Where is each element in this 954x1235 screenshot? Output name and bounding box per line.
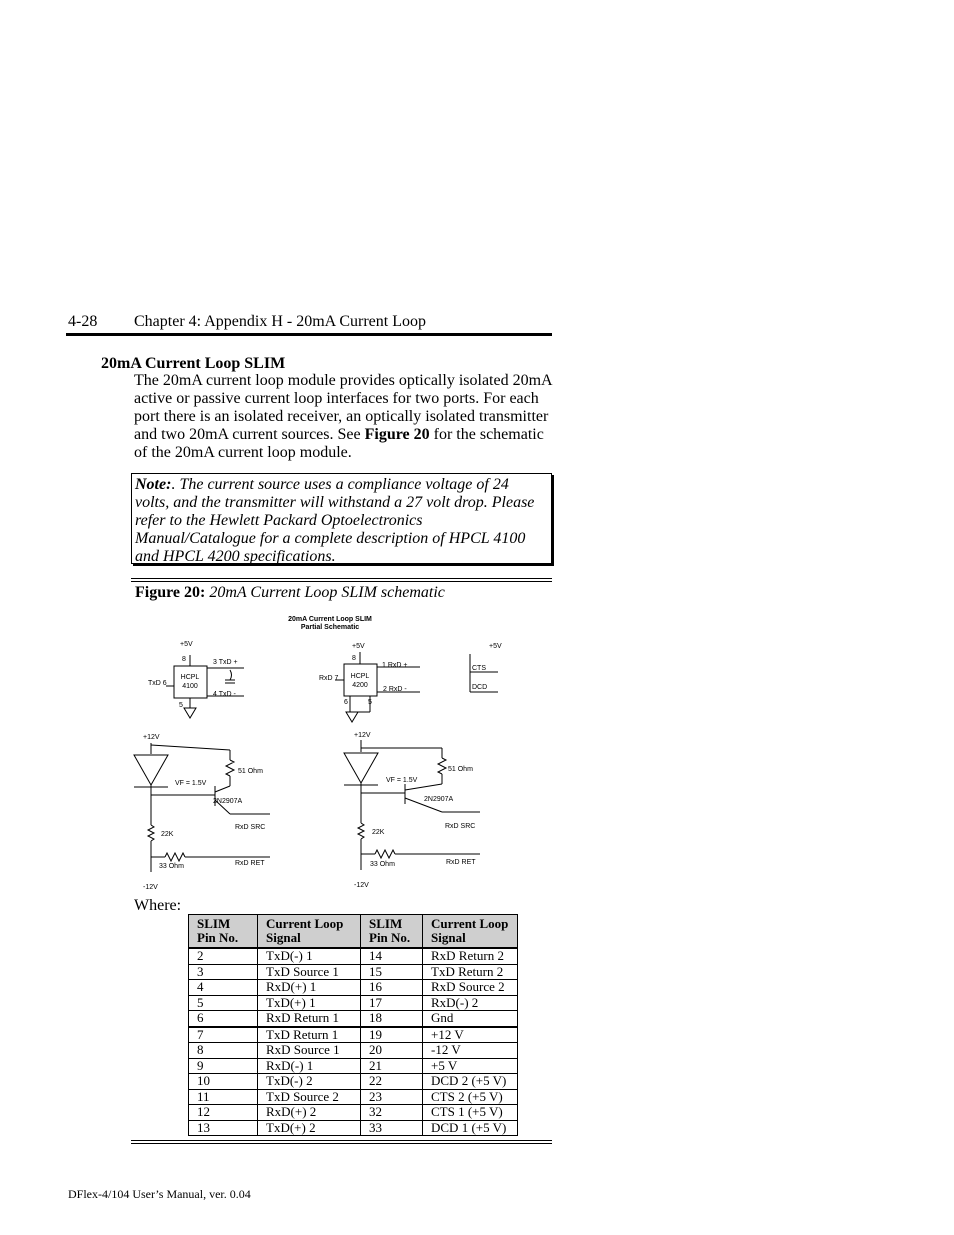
- current-source-left: [134, 743, 270, 872]
- table-row: [189, 1105, 518, 1121]
- table-cell: 22: [361, 1074, 423, 1090]
- table-cell: 4: [189, 980, 258, 996]
- right-neg-label: -12V: [354, 882, 369, 889]
- rx-output-label: RxD 7: [319, 675, 339, 682]
- figure-reference: Figure 20: [364, 426, 430, 443]
- bottom-rule-1: [131, 1140, 552, 1141]
- header-slim-pin-2: SLIM Pin No.: [361, 915, 423, 949]
- figure-label: Figure 20:: [135, 584, 206, 601]
- left-ret-label: RxD RET: [235, 860, 265, 867]
- table-row: [189, 1074, 518, 1090]
- table-cell: RxD Source 2: [423, 980, 518, 996]
- table-cell: 19: [361, 1027, 423, 1043]
- table-row: [189, 1011, 518, 1027]
- table-cell: CTS 2 (+5 V): [423, 1089, 518, 1105]
- table-cell: RxD Return 2: [423, 948, 518, 964]
- header-rule: [66, 333, 552, 336]
- table-cell: -12 V: [423, 1043, 518, 1059]
- note-text: . The current source uses a compliance voltage of 24 volts, and the transmitter will withstand a 27 volt drop. Please refer to the Hewlett Packard Optoelectronics Manual/Catalogue for a complete description of HPCL 4100 and HPCL 4200 specifications.: [135, 476, 535, 565]
- left-transistor-label: 2N2907A: [213, 798, 243, 805]
- table-cell: 18: [361, 1011, 423, 1027]
- table-cell: DCD 2 (+5 V): [423, 1074, 518, 1090]
- table-cell: DCD 1 (+5 V): [423, 1120, 518, 1136]
- table-cell: 23: [361, 1089, 423, 1105]
- left-src-label: RxD SRC: [235, 824, 266, 831]
- tx-chip-label-2: 4100: [182, 683, 198, 690]
- rx-chip-label-2: 4200: [352, 682, 368, 689]
- table-cell: RxD(-) 1: [258, 1058, 361, 1074]
- left-r1-label: 51 Ohm: [238, 768, 263, 775]
- figure-rule-top-2: [131, 581, 552, 582]
- tx-pin-bottom-label: 5: [179, 702, 183, 709]
- table-row: [189, 948, 518, 964]
- table-row: [189, 964, 518, 980]
- table-cell: 14: [361, 948, 423, 964]
- figure-rule-top-1: [131, 578, 552, 579]
- right-ret-label: RxD RET: [446, 859, 476, 866]
- tx-supply-label: +5V: [180, 641, 193, 648]
- table-cell: 5: [189, 995, 258, 1011]
- table-cell: 15: [361, 964, 423, 980]
- table-cell: TxD(-) 2: [258, 1074, 361, 1090]
- schematic-title: 20mA Current Loop SLIM: [288, 616, 372, 623]
- table-cell: 8: [189, 1043, 258, 1059]
- table-cell: 20: [361, 1043, 423, 1059]
- section-title: 20mA Current Loop SLIM: [101, 355, 286, 372]
- table-cell: 12: [189, 1105, 258, 1121]
- rx-pin-top-label: 8: [352, 655, 356, 662]
- note-label: Note:: [135, 476, 172, 493]
- tx-pin-top-label: 8: [182, 656, 186, 663]
- rx-chip-label-1: HCPL: [350, 673, 370, 680]
- intro-text-after: for the schematic of the 20mA current loop module.: [134, 426, 544, 461]
- table-cell: RxD Source 1: [258, 1043, 361, 1059]
- right-vf-label: VF = 1.5V: [386, 777, 418, 784]
- right-src-label: RxD SRC: [445, 823, 476, 830]
- cts-label: CTS: [472, 665, 486, 672]
- table-cell: Gnd: [423, 1011, 518, 1027]
- table-cell: TxD Return 2: [423, 964, 518, 980]
- table-cell: 16: [361, 980, 423, 996]
- table-cell: TxD Return 1: [258, 1027, 361, 1043]
- page-number: 4-28: [68, 313, 98, 330]
- chapter-title: Chapter 4: Appendix H - 20mA Current Loop: [134, 313, 426, 330]
- note-box: [131, 473, 552, 564]
- dcd-label: DCD: [472, 684, 488, 691]
- hcpl-4200-chip: [344, 664, 377, 696]
- right-r3-label: 33 Ohm: [370, 861, 395, 868]
- table-cell: 13: [189, 1120, 258, 1136]
- table-cell: 10: [189, 1074, 258, 1090]
- rx-supply-label: +5V: [352, 643, 365, 650]
- page-footer: DFlex-4/104 User’s Manual, ver. 0.04: [68, 1187, 251, 1201]
- right-transistor-label: 2N2907A: [424, 796, 454, 803]
- table-cell: TxD(-) 1: [258, 948, 361, 964]
- table-row: [189, 1089, 518, 1105]
- right-r1-label: 51 Ohm: [448, 766, 473, 773]
- table-cell: TxD(+) 1: [258, 995, 361, 1011]
- table-cell: +5 V: [423, 1058, 518, 1074]
- schematic-diagram: [130, 610, 530, 895]
- table-cell: 7: [189, 1027, 258, 1043]
- rx-in-plus-label: 1 RxD +: [382, 662, 408, 669]
- table-cell: RxD Return 1: [258, 1011, 361, 1027]
- table-row: [189, 995, 518, 1011]
- right-supply-label: +12V: [354, 732, 371, 739]
- table-cell: +12 V: [423, 1027, 518, 1043]
- header-slim-pin-1: SLIM Pin No.: [189, 915, 258, 949]
- left-supply-label: +12V: [143, 734, 160, 741]
- pin-table-header-row: [189, 915, 518, 949]
- table-cell: 2: [189, 948, 258, 964]
- rx-in-minus-label: 2 RxD -: [383, 686, 407, 693]
- rx-pin-left-label: 6: [344, 699, 348, 706]
- bottom-rule-2: [131, 1143, 552, 1144]
- rx-pin-right-label: 5: [368, 699, 372, 706]
- table-row: [189, 980, 518, 996]
- tx-out-minus-label: 4 TxD -: [213, 691, 236, 698]
- where-label: Where:: [134, 897, 182, 914]
- pin-table: [188, 914, 518, 1136]
- tx-out-plus-label: 3 TxD +: [213, 659, 238, 666]
- table-row: [189, 1043, 518, 1059]
- left-r2-label: 22K: [161, 831, 174, 838]
- tx-ground-symbol: [184, 708, 196, 718]
- table-cell: 9: [189, 1058, 258, 1074]
- table-cell: TxD(+) 2: [258, 1120, 361, 1136]
- aux-supply-label: +5V: [489, 643, 502, 650]
- left-r3-label: 33 Ohm: [159, 863, 184, 870]
- left-neg-label: -12V: [143, 884, 158, 891]
- table-cell: 32: [361, 1105, 423, 1121]
- intro-text-before: The 20mA current loop module provides optically isolated 20mA active or passive current loop interfaces for two ports. For each port there is an isolated receiver, an optically isolated transmitter and two 20mA current sources. See: [134, 372, 552, 443]
- table-cell: TxD Source 2: [258, 1089, 361, 1105]
- table-cell: 17: [361, 995, 423, 1011]
- figure-caption: [135, 584, 445, 602]
- intro-paragraph: [134, 372, 554, 462]
- table-cell: 11: [189, 1089, 258, 1105]
- table-cell: CTS 1 (+5 V): [423, 1105, 518, 1121]
- table-row: [189, 1058, 518, 1074]
- table-row: [189, 1120, 518, 1136]
- table-cell: 6: [189, 1011, 258, 1027]
- left-vf-label: VF = 1.5V: [175, 780, 207, 787]
- figure-caption-text: 20mA Current Loop SLIM schematic: [205, 584, 445, 601]
- hcpl-4100-chip: [174, 666, 207, 698]
- schematic-subtitle: Partial Schematic: [300, 624, 360, 631]
- table-cell: 21: [361, 1058, 423, 1074]
- table-cell: TxD Source 1: [258, 964, 361, 980]
- header-signal-1: Current Loop Signal: [258, 915, 361, 949]
- right-r2-label: 22K: [372, 829, 385, 836]
- current-source-right: [344, 740, 480, 870]
- header-signal-2: Current Loop Signal: [423, 915, 518, 949]
- rx-ground-symbol: [346, 712, 358, 722]
- table-cell: RxD(+) 2: [258, 1105, 361, 1121]
- table-cell: 3: [189, 964, 258, 980]
- table-cell: RxD(+) 1: [258, 980, 361, 996]
- table-cell: RxD(-) 2: [423, 995, 518, 1011]
- table-cell: 33: [361, 1120, 423, 1136]
- table-row: [189, 1027, 518, 1043]
- tx-input-label: TxD 6: [148, 680, 167, 687]
- tx-chip-label-1: HCPL: [180, 674, 200, 681]
- tx-capacitor-symbol: [225, 670, 235, 683]
